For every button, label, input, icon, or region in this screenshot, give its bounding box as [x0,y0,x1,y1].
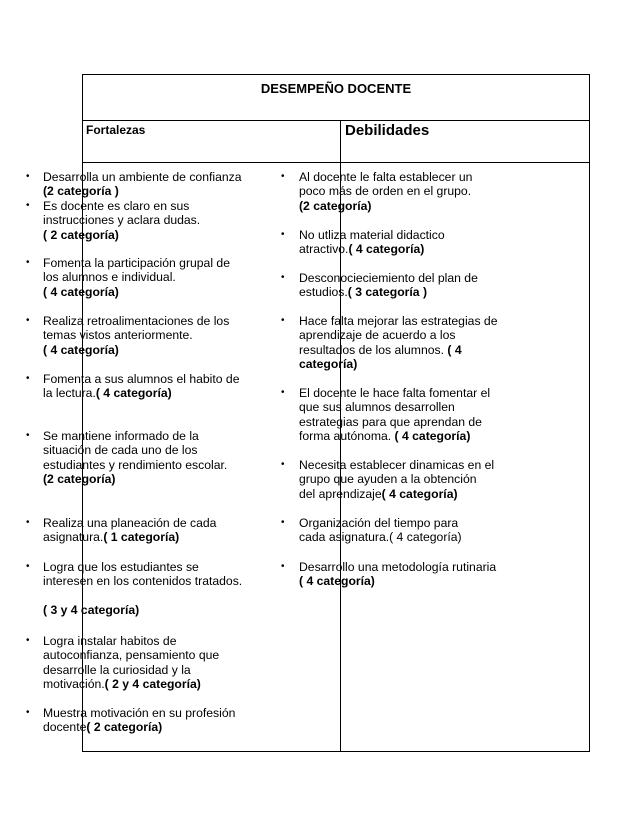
debilidades-item: Desarrollo una metodología rutinaria ( 4 categoría) [299,560,497,589]
bullet-icon: • [281,561,285,572]
debilidades-item: Desconocieciemiento del plan de estudios.( 3 categoría ) [299,271,478,300]
bullet-icon: • [281,171,285,182]
debilidades-item: Necesita establecer dinamicas en el grupo que ayuden a la obtención del aprendizaje( 4 categoría) [299,458,495,501]
header-row [83,120,589,163]
bullet-icon: • [26,373,30,384]
fortalezas-item: Realiza una planeación de cada asignatura.( 1 categoría) [43,516,217,545]
bullet-icon: • [26,635,30,646]
bullet-icon: • [26,517,30,528]
debilidades-item: No utliza material didactico atractivo.( 4 categoría) [299,228,445,257]
fortalezas-item: Es docente es claro en sus instrucciones y aclara dudas. ( 2 categoría) [43,199,201,242]
header-fortalezas: Fortalezas [86,123,146,137]
bullet-icon: • [26,200,30,211]
fortalezas-item: Muestra motivación en su profesión docente( 2 categoría) [43,706,236,735]
fortalezas-item: Logra instalar habitos de autoconfianza, pensamiento que desarrolle la curiosidad y la motivación.( 2 y 4 categoría) [43,634,220,691]
fortalezas-item: Fomenta a sus alumnos el habito de la lectura.( 4 categoría) [43,372,240,401]
header-debilidades: Debilidades [345,122,430,139]
fortalezas-item: Fomenta la participación grupal de los alumnos e individual. ( 4 categoría) [43,256,230,299]
bullet-icon: • [281,459,285,470]
fortalezas-item: Logra que los estudiantes se interesen en los contenidos tratados. ( 3 y 4 categoría) [43,560,243,617]
fortalezas-item: Se mantiene informado de la situación de cada uno de los estudiantes y rendimiento escolar. (2 categoría) [43,429,228,486]
bullet-icon: • [26,315,30,326]
bullet-icon: • [26,171,30,182]
debilidades-item: El docente le hace falta fomentar el que sus alumnos desarrollen estrategias para que aprendan de forma autónoma. ( 4 categoría) [299,386,491,443]
debilidades-item: Hace falta mejorar las estrategias de aprendizaje de acuerdo a los resultados de los alumnos. ( 4 categoría) [299,314,498,371]
title-row [83,75,589,121]
bullet-icon: • [281,229,285,240]
bullet-icon: • [281,315,285,326]
bullet-icon: • [26,561,30,572]
debilidades-item: Organización del tiempo para cada asignatura.( 4 categoría) [299,516,462,545]
bullet-icon: • [26,257,30,268]
debilidades-item: Al docente le falta establecer un poco más de orden en el grupo. (2 categoría) [299,170,473,213]
fortalezas-item: Desarrolla un ambiente de confianza (2 categoría ) [43,170,242,199]
fortalezas-item: Realiza retroalimentaciones de los temas vistos anteriormente. ( 4 categoría) [43,314,230,357]
bullet-icon: • [26,707,30,718]
bullet-icon: • [281,387,285,398]
table-title: DESEMPEÑO DOCENTE [260,81,412,96]
bullet-icon: • [281,272,285,283]
bullet-icon: • [26,430,30,441]
bullet-icon: • [281,517,285,528]
